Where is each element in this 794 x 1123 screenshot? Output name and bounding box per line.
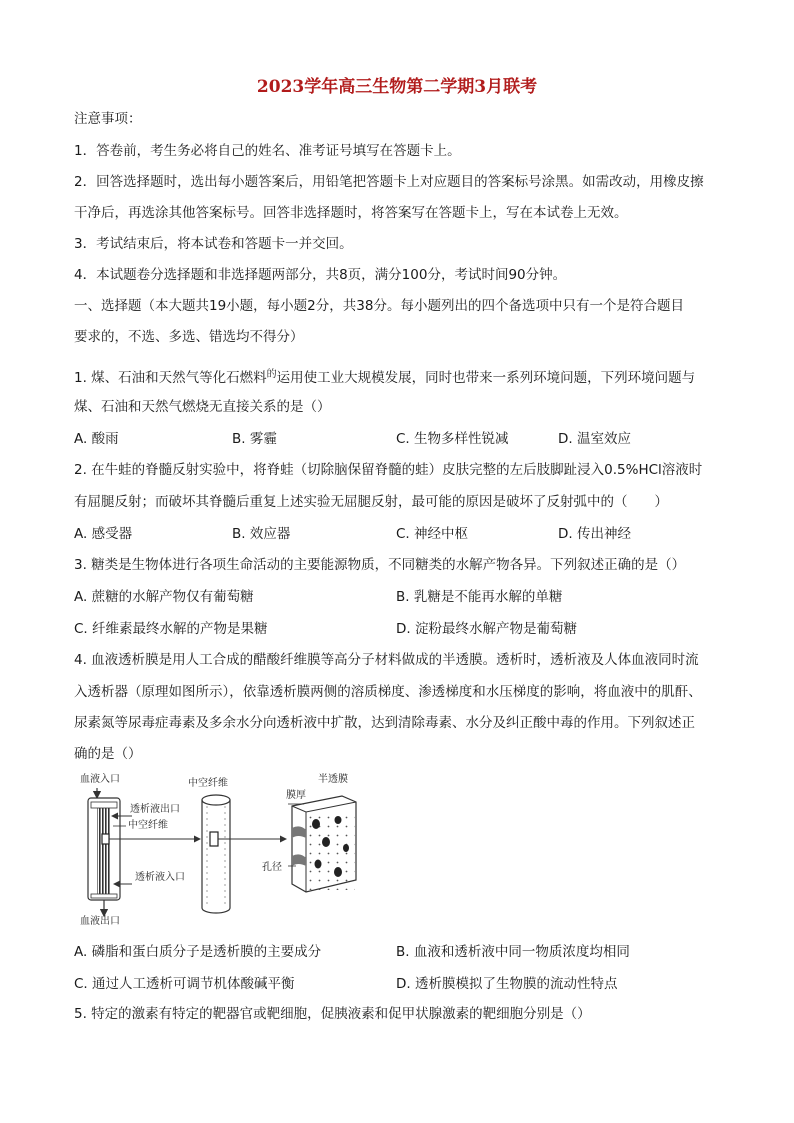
question-2-stem: 2. 在牛蛙的脊髓反射实验中，将脊蛙（切除脑保留脊髓的蛙）皮肤完整的左后肢脚趾浸入0.5%HCl溶液时	[74, 462, 703, 478]
notice-item: 4．本试题卷分选择题和非选择题两部分，共8页，满分100分，考试时间90分钟。	[74, 267, 567, 283]
question-1-stem-cont: 煤、石油和天然气燃烧无直接关系的是（）	[74, 399, 331, 415]
q3-option-a: A. 蔗糖的水解产物仅有葡萄糖	[74, 589, 254, 605]
hollow-fiber	[202, 795, 230, 913]
question-3-stem: 3. 糖类是生物体进行各项生命活动的主要能源物质，不同糖类的水解产物各异。下列叙述正确的是（）	[74, 557, 686, 573]
q1-option-b: B. 雾霾	[232, 431, 277, 447]
section-heading: 一、选择题（本大题共19小题，每小题2分，共38分。每小题列出的四个备选项中只有一个是符合题目	[74, 298, 684, 314]
question-4-stem: 4. 血液透析膜是用人工合成的醋酸纤维膜等高分子材料做成的半透膜。透析时，透析液及人体血液同时流	[74, 652, 699, 668]
q4-option-d: D. 透析膜模拟了生物膜的流动性特点	[396, 976, 618, 992]
label-hollow-fiber-inner: 中空纤维	[128, 820, 168, 831]
q4-option-b: B. 血液和透析液中同一物质浓度均相同	[396, 944, 630, 960]
question-5-stem: 5. 特定的激素有特定的靶器官或靶细胞，促胰液素和促甲状腺激素的靶细胞分别是（）	[74, 1006, 591, 1022]
q3-option-c: C. 纤维素最终水解的产物是果糖	[74, 621, 268, 637]
label-dialysate-in: 透析液入口	[135, 872, 185, 883]
question-1-stem: 1. 煤、石油和天然气等化石燃料$^的$运用使工业大规模发展，同时也带来一系列环境问题，下列环境问题与	[74, 369, 696, 386]
label-hollow-fiber-top: 中空纤维	[188, 778, 228, 789]
question-4-stem-cont: 尿素氮等尿毒症毒素及多余水分向透析液中扩散，达到清除毒素、水分及纠正酸中毒的作用。下列叙述正	[74, 715, 695, 731]
q4-option-a: A. 磷脂和蛋白质分子是透析膜的主要成分	[74, 944, 322, 960]
notice-item: 3．考试结束后，将本试卷和答题卡一并交回。	[74, 236, 353, 252]
q2-option-b: B. 效应器	[232, 526, 291, 542]
label-membrane: 半透膜	[318, 774, 348, 785]
q1-option-d: D. 温室效应	[558, 431, 631, 447]
dialysis-figure	[0, 768, 794, 928]
notice-item: 2．回答选择题时，选出每小题答案后，用铅笔把答题卡上对应题目的答案标号涂黑。如需改动，用橡皮擦	[74, 174, 704, 190]
section-heading-cont: 要求的，不选、多选、错选均不得分）	[74, 329, 304, 345]
notice-heading: 注意事项：	[74, 111, 142, 127]
semipermeable-membrane	[288, 796, 356, 892]
question-4-stem-cont: 确的是（）	[74, 746, 142, 762]
q1-option-c: C. 生物多样性锐减	[396, 431, 509, 447]
q2-option-d: D. 传出神经	[558, 526, 631, 542]
label-dialysate-out: 透析液出口	[130, 804, 180, 815]
notice-item: 干净后，再选涂其他答案标号。回答非选择题时，将答案写在答题卡上，写在本试卷上无效。	[74, 205, 628, 221]
dialyzer	[88, 788, 132, 916]
question-2-stem-cont: 有屈腿反射；而破坏其脊髓后重复上述实验无屈腿反射，最可能的原因是破坏了反射弧中的（ ）	[74, 494, 668, 510]
label-blood-in: 血液入口	[80, 774, 120, 785]
page-title: 2023学年高三生物第二学期3月联考	[256, 77, 538, 97]
q1-option-a: A. 酸雨	[74, 431, 119, 447]
label-thickness: 膜厚	[286, 790, 306, 801]
q3-option-d: D. 淀粉最终水解产物是葡萄糖	[396, 621, 577, 637]
label-blood-out: 血液出口	[80, 916, 120, 927]
q2-option-c: C. 神经中枢	[396, 526, 469, 542]
q4-option-c: C. 通过人工透析可调节机体酸碱平衡	[74, 976, 295, 992]
label-pore: 孔径	[262, 862, 282, 873]
q2-option-a: A. 感受器	[74, 526, 133, 542]
question-4-stem-cont: 入透析器（原理如图所示），依靠透析膜两侧的溶质梯度、渗透梯度和水压梯度的影响，将血液中的肌酐、	[74, 684, 702, 700]
q3-option-b: B. 乳糖是不能再水解的单糖	[396, 589, 563, 605]
notice-item: 1．答卷前，考生务必将自己的姓名、准考证号填写在答题卡上。	[74, 143, 461, 159]
